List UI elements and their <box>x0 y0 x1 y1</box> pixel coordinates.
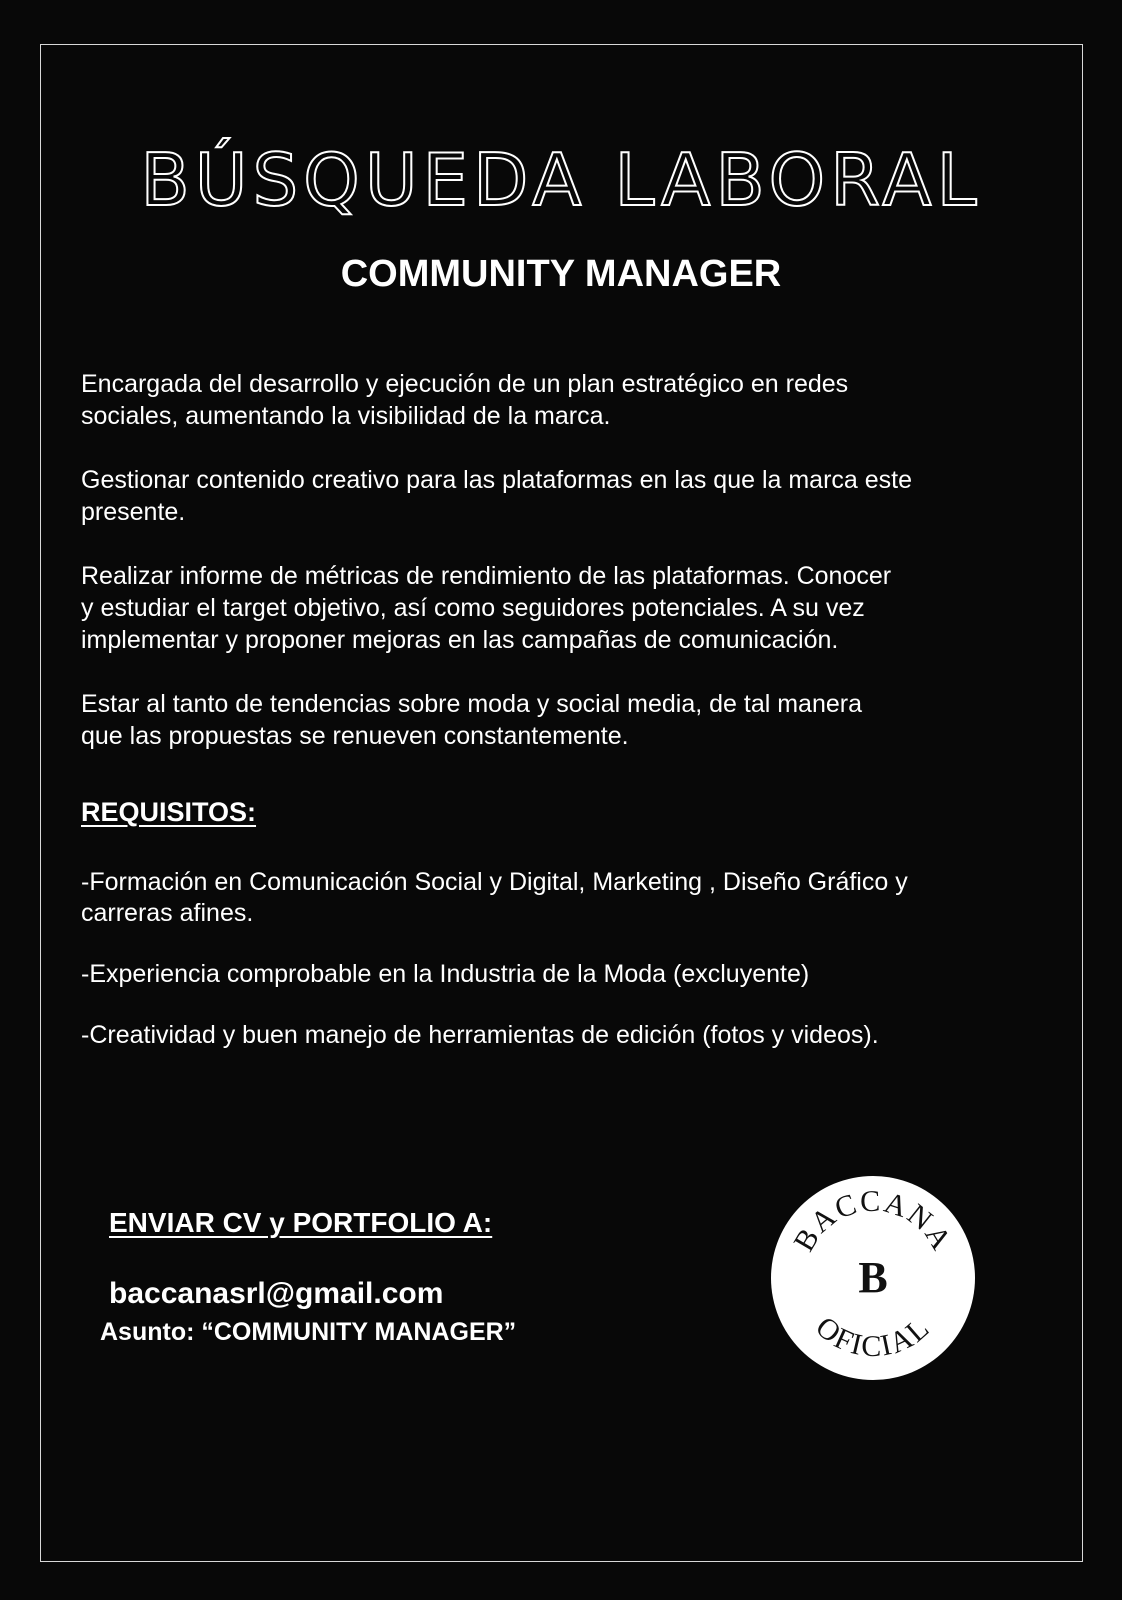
contact-subject: Asunto: “COMMUNITY MANAGER” <box>100 1318 517 1346</box>
baccana-logo <box>770 1175 976 1381</box>
description-paragraph: Estar al tanto de tendencias sobre moda y social media, de tal manera que las propuestas se renueven constantemente. <box>81 690 862 750</box>
description-paragraph: Encargada del desarrollo y ejecución de un plan estratégico en redes sociales, aumentando la visibilidad de la marca. <box>81 370 849 430</box>
logo-top-text: BACCANA <box>787 1184 959 1257</box>
logo-bottom-text: OFICIAL <box>809 1310 937 1364</box>
description-paragraph: Gestionar contenido creativo para las plataformas en las que la marca este presente. <box>81 466 913 526</box>
logo-letter: B <box>858 1253 888 1302</box>
contact-email: baccanasrl@gmail.com <box>109 1277 444 1310</box>
job-title: COMMUNITY MANAGER <box>340 253 782 295</box>
requirements-heading: REQUISITOS: <box>81 797 257 827</box>
description-paragraph: Realizar informe de métricas de rendimiento de las plataformas. Conocer y estudiar el target objetivo, así como seguidores potenciales. A su vez implementar y proponer mejoras en las campañas de comunicación. <box>81 562 892 654</box>
job-description <box>81 368 1066 784</box>
requirement-item: -Experiencia comprobable en la Industria de la Moda (excluyente) <box>81 960 810 988</box>
requirement-item: -Formación en Comunicación Social y Digital, Marketing , Diseño Gráfico y carreras afines. <box>81 868 908 927</box>
contact-heading: ENVIAR CV y PORTFOLIO A: <box>109 1207 493 1238</box>
requirement-item: -Creatividad y buen manejo de herramientas de edición (fotos y videos). <box>81 1021 879 1049</box>
requirements-list <box>81 867 1066 1081</box>
page-title: BÚSQUEDA LABORAL <box>140 138 982 222</box>
